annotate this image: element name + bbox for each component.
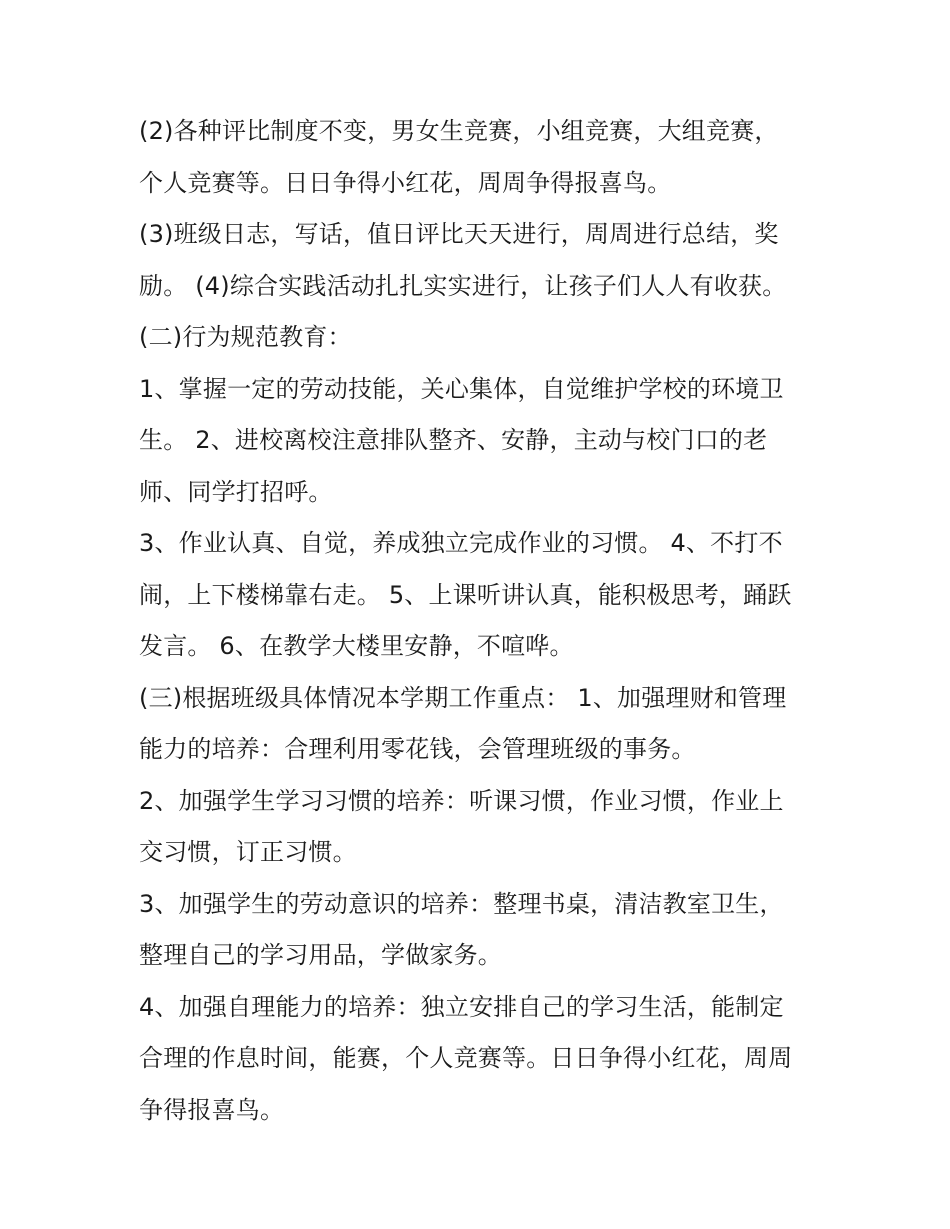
text-line: 闹，上下楼梯靠右走。 5、上课听讲认真，能积极思考，踊跃 (139, 580, 792, 609)
text-line: 交习惯，订正习惯。 (139, 838, 357, 866)
text-line: 3、加强学生的劳动意识的培养：整理书桌，清洁教室卫生， (139, 889, 784, 918)
document-body (139, 106, 829, 1136)
text-line: 整理自己的学习用品，学做家务。 (139, 941, 502, 969)
text-line: 励。 (4)综合实践活动扎扎实实进行，让孩子们人人有收获。 (139, 271, 787, 300)
text-line: (2)各种评比制度不变，男女生竞赛，小组竞赛，大组竞赛， (139, 117, 779, 145)
text-line: 师、同学打招呼。 (139, 477, 333, 506)
section-heading: (三)根据班级具体情况本学期工作重点： 1、加强理财和管理 (139, 683, 787, 712)
text-line: (3)班级日志，写话，值日评比天天进行，周周进行总结，奖 (139, 220, 779, 248)
text-line: 生。 2、进校离校注意排队整齐、安静，主动与校门口的老 (139, 426, 768, 454)
text-line: 能力的培养：合理利用零花钱，会管理班级的事务。 (139, 735, 696, 763)
section-heading: (二)行为规范教育： (139, 323, 352, 351)
text-line: 争得报喜鸟。 (139, 1095, 285, 1124)
text-line: 合理的作息时间，能赛，个人竞赛等。日日争得小红花，周周 (139, 1044, 793, 1072)
text-line: 发言。 6、在教学大楼里安静，不喧哗。 (139, 632, 574, 660)
text-line: 3、作业认真、自觉，养成独立完成作业的习惯。 4、不打不 (139, 529, 783, 557)
text-line: 4、加强自理能力的培养：独立安排自己的学习生活，能制定 (139, 992, 784, 1021)
text-line: 1、掌握一定的劳动技能，关心集体，自觉维护学校的环境卫 (139, 374, 784, 403)
text-line: 2、加强学生学习习惯的培养：听课习惯，作业习惯，作业上 (139, 786, 784, 815)
text-line: 个人竞赛等。日日争得小红花，周周争得报喜鸟。 (139, 168, 672, 197)
